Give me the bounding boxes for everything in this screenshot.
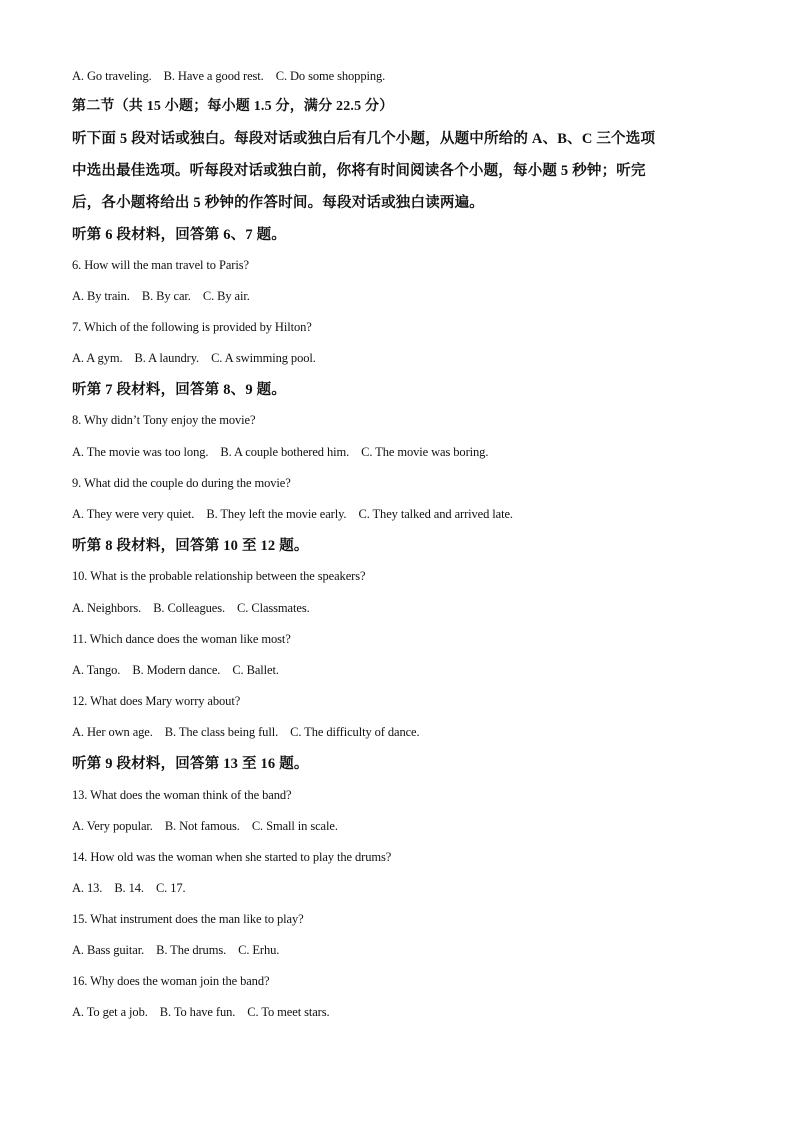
- question-text: 10. What is the probable relationship between the speakers?: [72, 569, 366, 583]
- section-title: 第二节（共 15 小题；每小题 1.5 分，满分 22.5 分）: [72, 99, 394, 114]
- option-a: A. They were very quiet.: [72, 507, 195, 521]
- question-text: 16. Why does the woman join the band?: [72, 974, 270, 988]
- option-c: C. The movie was boring.: [361, 445, 489, 459]
- option-c: C. Classmates.: [237, 601, 310, 615]
- option-b: B. They left the movie early.: [206, 507, 347, 521]
- option-b: B. The drums.: [156, 943, 227, 957]
- answer-options: [72, 724, 420, 740]
- option-c: C. Ballet.: [232, 663, 279, 677]
- option-a: A. Neighbors.: [72, 601, 142, 615]
- option-c: C. By air.: [202, 289, 250, 303]
- option-b: B. Modern dance.: [132, 663, 221, 677]
- option-a: A. A gym.: [72, 351, 123, 365]
- option-a: A. To get a job.: [72, 1005, 148, 1019]
- passage-heading: 听第 6 段材料，回答第 6、7 题。: [72, 227, 287, 243]
- answer-options: [72, 506, 513, 522]
- answer-options: [72, 68, 385, 84]
- answer-options: [72, 288, 250, 304]
- passage-heading: 听第 9 段材料，回答第 13 至 16 题。: [72, 756, 309, 772]
- answer-options: [72, 818, 338, 834]
- option-b: B. To have fun.: [159, 1005, 236, 1019]
- option-a: A. The movie was too long.: [72, 445, 209, 459]
- answer-options: [72, 600, 310, 616]
- answer-options: [72, 662, 279, 678]
- option-a: A. Go traveling.: [72, 69, 152, 83]
- question-text: 15. What instrument does the man like to play?: [72, 912, 304, 926]
- answer-options: [72, 942, 279, 958]
- option-a: A. By train.: [72, 289, 130, 303]
- option-c: C. Do some shopping.: [275, 69, 386, 83]
- question-text: 12. What does Mary worry about?: [72, 694, 241, 708]
- option-a: A. Bass guitar.: [72, 943, 145, 957]
- option-b: B. By car.: [141, 289, 191, 303]
- option-c: C. They talked and arrived late.: [358, 507, 513, 521]
- option-c: C. Erhu.: [238, 943, 280, 957]
- option-c: C. To meet stars.: [247, 1005, 330, 1019]
- option-c: C. A swimming pool.: [211, 351, 316, 365]
- answer-options: [72, 1004, 330, 1020]
- option-b: B. 14.: [114, 881, 144, 895]
- question-text: 14. How old was the woman when she started to play the drums?: [72, 850, 392, 864]
- question-text: 13. What does the woman think of the band?: [72, 788, 292, 802]
- option-c: C. 17.: [155, 881, 186, 895]
- instruction-line: 后，各小题将给出 5 秒钟的作答时间。每段对话或独白读两遍。: [72, 195, 484, 211]
- option-b: B. Not famous.: [164, 819, 240, 833]
- option-b: B. The class being full.: [164, 725, 279, 739]
- question-text: 7. Which of the following is provided by Hilton?: [72, 320, 312, 334]
- question-text: 9. What did the couple do during the movie?: [72, 476, 291, 490]
- option-c: C. Small in scale.: [251, 819, 338, 833]
- option-b: B. Have a good rest.: [163, 69, 264, 83]
- option-b: B. A couple bothered him.: [220, 445, 350, 459]
- option-a: A. 13.: [72, 881, 103, 895]
- option-a: A. Very popular.: [72, 819, 153, 833]
- instruction-line: 中选出最佳选项。听每段对话或独白前，你将有时间阅读各个小题，每小题 5 秒钟；听完: [72, 163, 646, 179]
- answer-options: [72, 444, 488, 460]
- option-c: C. The difficulty of dance.: [290, 725, 420, 739]
- option-b: B. Colleagues.: [153, 601, 226, 615]
- option-a: A. Tango.: [72, 663, 121, 677]
- question-text: 6. How will the man travel to Paris?: [72, 258, 249, 272]
- question-text: 8. Why didn’t Tony enjoy the movie?: [72, 413, 256, 427]
- passage-heading: 听第 8 段材料，回答第 10 至 12 题。: [72, 538, 309, 554]
- passage-heading: 听第 7 段材料，回答第 8、9 题。: [72, 382, 287, 398]
- instruction-line: 听下面 5 段对话或独白。每段对话或独白后有几个小题，从题中所给的 A、B、C 三个选项: [72, 131, 656, 147]
- question-text: 11. Which dance does the woman like most?: [72, 632, 291, 646]
- answer-options: [72, 880, 186, 896]
- option-a: A. Her own age.: [72, 725, 153, 739]
- option-b: B. A laundry.: [134, 351, 200, 365]
- answer-options: [72, 350, 316, 366]
